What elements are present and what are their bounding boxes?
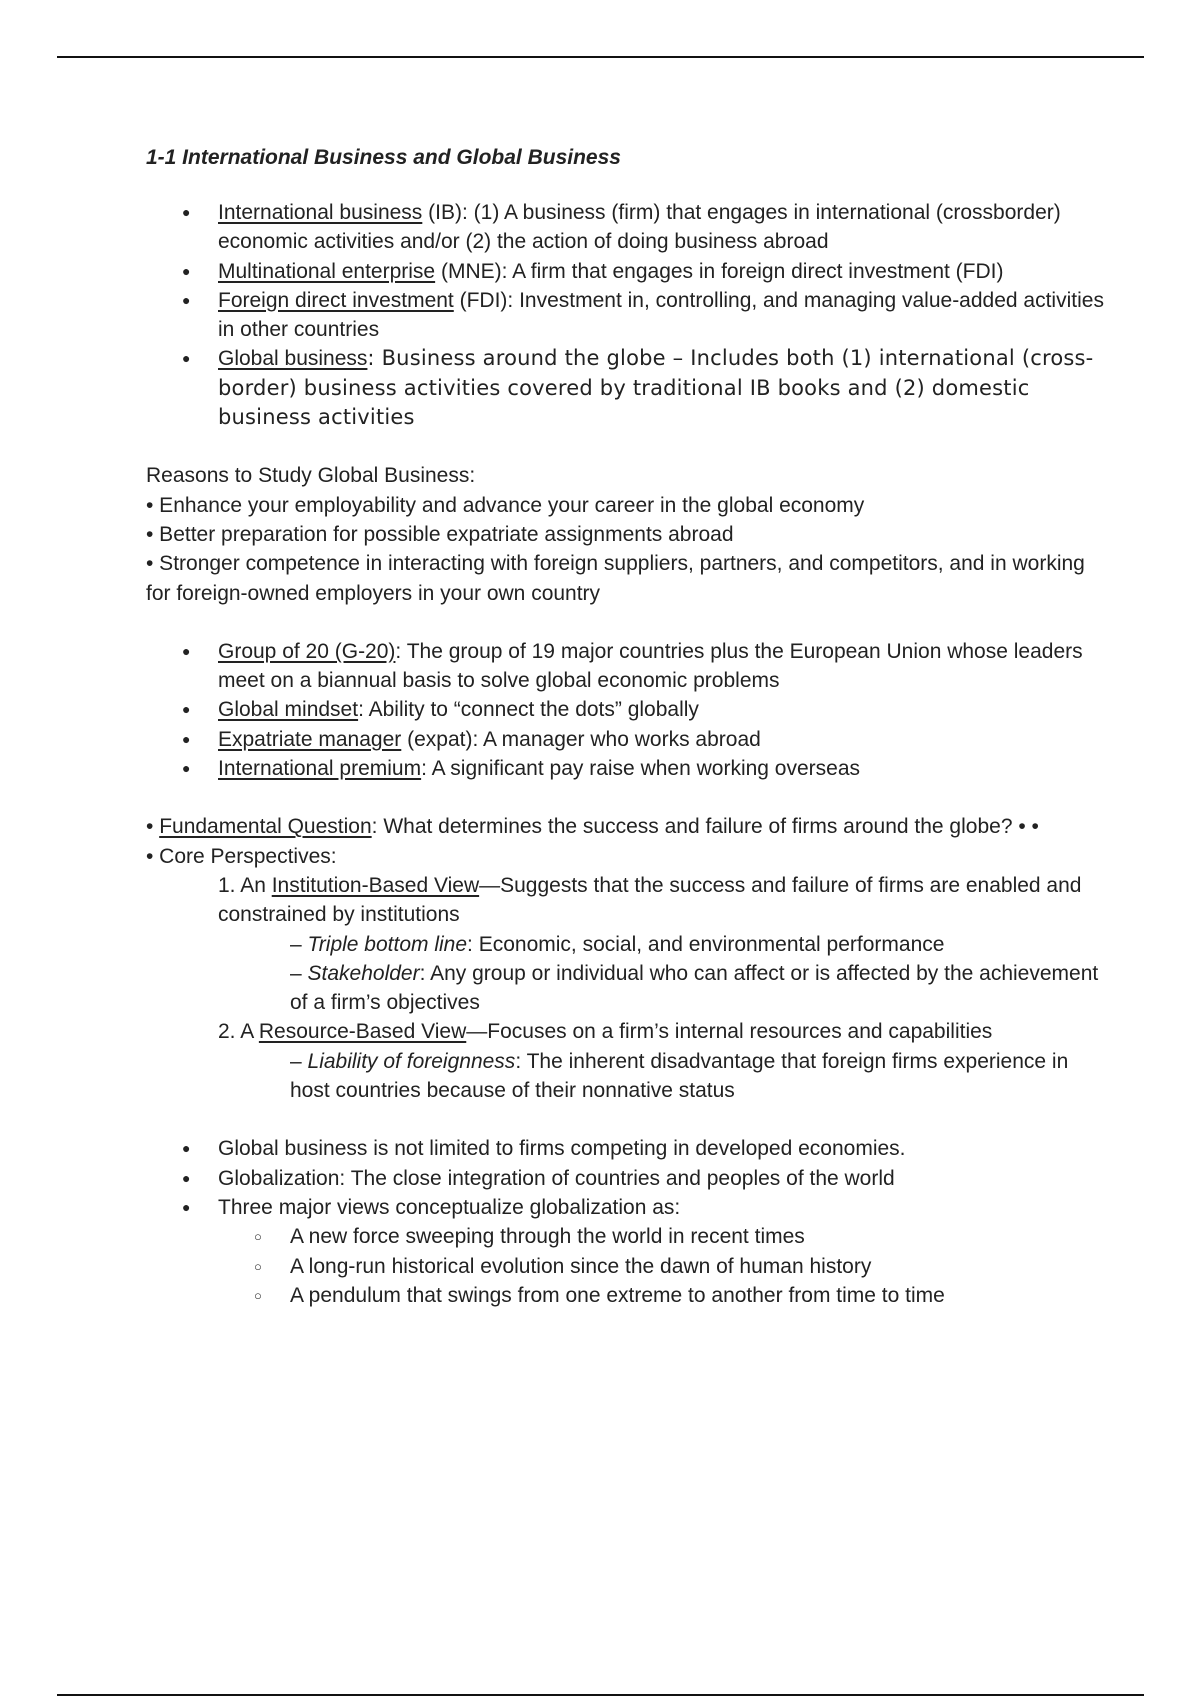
institution-based-view bbox=[146, 871, 1106, 930]
list-item: ○ A new force sweeping through the world in recent times bbox=[146, 1222, 1106, 1251]
sub-item bbox=[146, 1047, 1106, 1106]
term: Resource-Based View bbox=[258, 1020, 467, 1044]
core-perspectives-title: • Core Perspectives: bbox=[146, 844, 337, 868]
term: Liability of foreignness bbox=[307, 1049, 516, 1073]
definition: : Business around the globe – Includes both (1) international (cross-border) business activities covered by traditional IB books and (2) domestic business activities bbox=[218, 346, 1094, 430]
list-item bbox=[146, 286, 1106, 345]
term: Institution-Based View bbox=[271, 873, 480, 897]
definition: : A significant pay raise when working overseas bbox=[421, 757, 861, 781]
term: Expatriate manager bbox=[218, 727, 402, 751]
list-item bbox=[146, 695, 1106, 724]
definition: (MNE): A firm that engages in foreign direct investment (FDI) bbox=[435, 259, 1004, 283]
term: Group of 20 (G-20) bbox=[218, 639, 396, 663]
resource-based-view bbox=[146, 1017, 1106, 1046]
definition: : Economic, social, and environmental performance bbox=[467, 932, 945, 956]
term: International business bbox=[218, 201, 423, 224]
sub-item bbox=[146, 959, 1106, 1018]
reason-item: • Stronger competence in interacting with foreign suppliers, partners, and competitors, and in working for foreign-owned employers in your own country bbox=[146, 552, 1085, 605]
definition: —Suggests that the success and failure of firms are enabled and constrained by institutions bbox=[218, 873, 1082, 927]
list-item bbox=[146, 754, 1106, 783]
term: Global business bbox=[218, 347, 368, 371]
reasons-title: Reasons to Study Global Business: bbox=[146, 464, 476, 488]
terms-list-1 bbox=[146, 198, 1106, 432]
list-item bbox=[146, 257, 1106, 286]
list-item bbox=[146, 637, 1106, 696]
term: Foreign direct investment bbox=[218, 288, 454, 312]
section-heading: 1-1 International Business and Global Business bbox=[146, 146, 621, 169]
document-body bbox=[146, 143, 1106, 1310]
definition: : The inherent disadvantage that foreign firms experience in host countries because of their nonnative status bbox=[290, 1049, 1069, 1103]
globalization-list bbox=[146, 1134, 1106, 1222]
definition: (expat): A manager who works abroad bbox=[401, 727, 761, 751]
dash-prefix: – bbox=[290, 961, 308, 985]
bottom-rule bbox=[57, 1694, 1144, 1696]
terms-list-2 bbox=[146, 637, 1106, 783]
dash-prefix: – bbox=[290, 932, 308, 956]
term: Fundamental Question bbox=[159, 815, 372, 839]
term: International premium bbox=[218, 757, 422, 781]
globalization-views-list bbox=[146, 1222, 1106, 1310]
definition: —Focuses on a firm’s internal resources and capabilities bbox=[466, 1020, 993, 1044]
list-item: ● Three major views conceptualize globalization as: bbox=[146, 1193, 1106, 1222]
reason-item: • Better preparation for possible expatriate assignments abroad bbox=[146, 522, 734, 546]
definition: : What determines the success and failure of firms around the globe? • • bbox=[371, 815, 1039, 839]
bullet-prefix: • bbox=[146, 815, 160, 839]
term: Global mindset bbox=[218, 698, 359, 722]
list-item: ○ A pendulum that swings from one extreme to another from time to time bbox=[146, 1281, 1106, 1310]
definition: (IB): (1) A business (firm) that engages in international (crossborder) economic activities and/or (2) the action of doing business abroad bbox=[218, 201, 1061, 254]
top-rule bbox=[57, 56, 1144, 58]
sub-item bbox=[146, 930, 1106, 959]
term: Triple bottom line bbox=[307, 932, 468, 956]
definition: (FDI): Investment in, controlling, and managing value-added activities in other countries bbox=[218, 288, 1104, 342]
list-item: ● Globalization: The close integration of countries and peoples of the world bbox=[146, 1164, 1106, 1193]
number-prefix: 1. An bbox=[218, 873, 272, 897]
term: Multinational enterprise bbox=[218, 259, 436, 283]
list-item bbox=[146, 198, 1106, 257]
dash-prefix: – bbox=[290, 1049, 308, 1073]
definition: : The group of 19 major countries plus the European Union whose leaders meet on a biannual basis to solve global economic problems bbox=[218, 639, 1083, 693]
term: Stakeholder bbox=[307, 961, 420, 985]
fundamental-question bbox=[146, 812, 1106, 841]
list-item bbox=[146, 344, 1106, 432]
definition: : Any group or individual who can affect or is affected by the achievement of a firm’s objectives bbox=[290, 961, 1099, 1015]
definition: : Ability to “connect the dots” globally bbox=[358, 698, 699, 722]
number-prefix: 2. A bbox=[218, 1020, 259, 1044]
list-item bbox=[146, 725, 1106, 754]
list-item: ● Global business is not limited to firms competing in developed economies. bbox=[146, 1134, 1106, 1163]
list-item: ○ A long-run historical evolution since the dawn of human history bbox=[146, 1252, 1106, 1281]
reason-item: • Enhance your employability and advance your career in the global economy bbox=[146, 493, 865, 517]
